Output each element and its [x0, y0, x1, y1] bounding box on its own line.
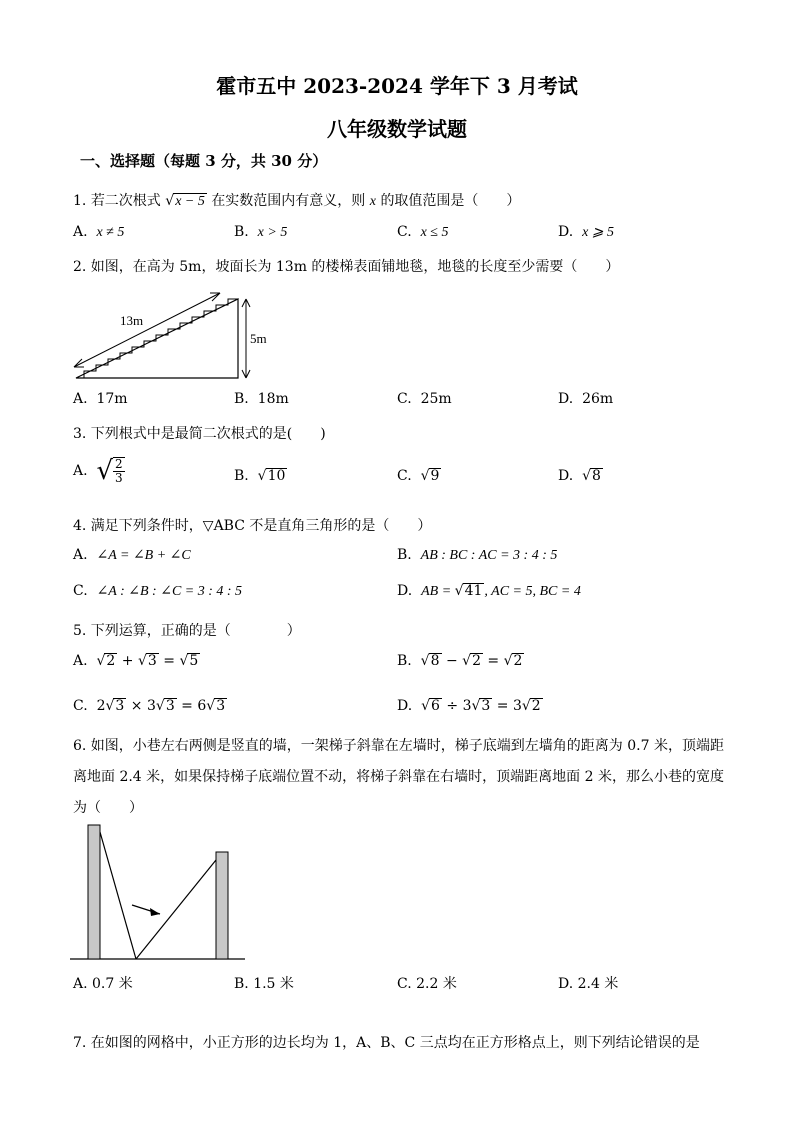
q1-radicand: x − 5: [175, 194, 205, 209]
question-6-line-1: 6. 如图，小巷左右两侧是竖直的墙，一架梯子斜靠在左墙时，梯子底端到左墙角的距离为 0.7 米，顶端距: [73, 738, 724, 754]
q1-option-b: B. x > 5: [234, 224, 288, 240]
stairs-figure: [68, 283, 268, 383]
q6-option-a: A. 0.7 米: [73, 976, 133, 992]
fig-slope-label: 13m: [120, 313, 144, 328]
q4-option-a: A. ∠A = ∠B + ∠C: [73, 547, 191, 563]
q2-option-b: B. 18m: [234, 391, 289, 407]
question-6-line-3: 为（ ）: [73, 800, 143, 816]
q4-option-d: D. AB = √41 , AC = 5, BC = 4: [397, 583, 581, 599]
q3-option-c: C. √9: [397, 468, 440, 484]
question-6-line-2: 离地面 2.4 米，如果保持梯子底端位置不动，将梯子斜靠在右墙时，顶端距离地面 2 米，那么小巷的宽度: [73, 769, 724, 785]
q5-option-c: C. 2√3 × 3√3 = 6√3: [73, 698, 226, 714]
q3-option-a: A. √ $\frac{2}{3}$: [73, 456, 123, 486]
question-7: 7. 在如图的网格中，小正方形的边长均为 1，A、B、C 三点均在正方形格点上，则下列结论错误的是: [73, 1035, 700, 1051]
question-1: [73, 190, 520, 210]
q1-mid: 在实数范围内有意义，则: [211, 193, 366, 209]
question-4: 4. 满足下列条件时，▽ABC 不是直角三角形的是（ ）: [73, 518, 432, 534]
q2-option-a: A. 17m: [73, 391, 128, 407]
q5-option-a: A. √2 + √3 = √5: [73, 653, 199, 669]
question-5: 5. 下列运算，正确的是（ ）: [73, 623, 301, 639]
q1-var: x: [369, 194, 376, 209]
question-2: 2. 如图，在高为 5m，坡面长为 13m 的楼梯表面铺地毯，地毯的长度至少需要（ ）: [73, 259, 620, 275]
q6-option-c: C. 2.2 米: [397, 976, 457, 992]
q1-option-a: A. x ≠ 5: [73, 224, 125, 240]
q4-option-b: B. AB : BC : AC = 3 : 4 : 5: [397, 547, 558, 563]
q1-number: 1.: [73, 193, 87, 209]
q4-option-c: C. ∠A : ∠B : ∠C = 3 : 4 : 5: [73, 583, 243, 599]
section-heading: 一、选择题（每题 3 分，共 30 分）: [80, 152, 328, 170]
q1-option-c: C. x ≤ 5: [397, 224, 449, 240]
q5-option-d: D. √6 ÷ 3√3 = 3√2: [397, 698, 541, 714]
exam-subtitle: 八年级数学试题: [327, 117, 467, 141]
q1-pre: 若二次根式: [90, 193, 161, 209]
exam-title: 霍市五中 2023-2024 学年下 3 月考试: [216, 74, 578, 98]
q2-option-d: D. 26m: [558, 391, 614, 407]
q6-option-b: B. 1.5 米: [234, 976, 294, 992]
q1-option-d: D. x ⩾ 5: [558, 224, 615, 240]
sqrt-sign: √: [165, 193, 175, 209]
q2-option-c: C. 25m: [397, 391, 452, 407]
q6-option-d: D. 2.4 米: [558, 976, 619, 992]
fig-height-label: 5m: [250, 331, 267, 346]
q3-option-d: D. √8: [558, 468, 601, 484]
q1-post: 的取值范围是（ ）: [380, 193, 521, 209]
q3-option-b: B. √10: [234, 468, 286, 484]
ladder-figure: [70, 822, 250, 964]
q5-option-b: B. √8 − √2 = √2: [397, 653, 523, 669]
question-3: 3. 下列根式中是最简二次根式的是( ): [73, 426, 326, 442]
